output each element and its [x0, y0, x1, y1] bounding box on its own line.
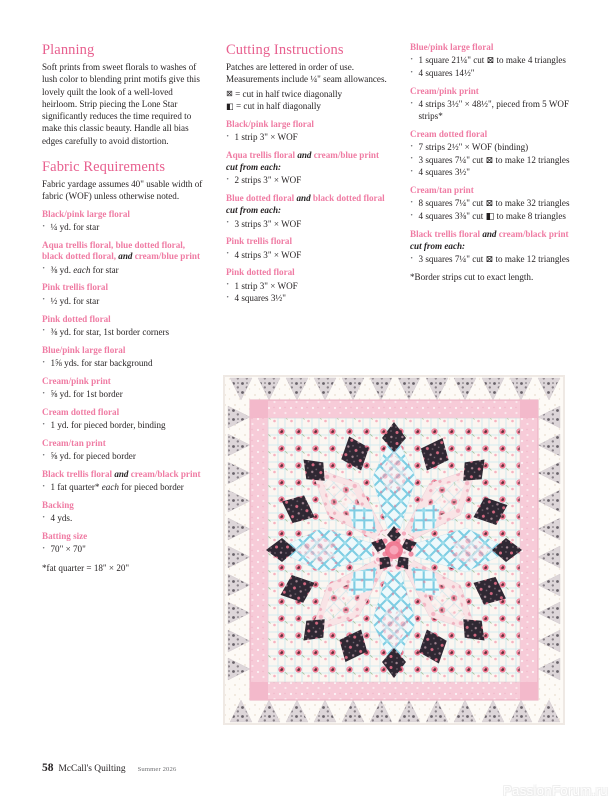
cut-group-name: Pink trellis floral — [226, 236, 293, 247]
cut-from-each-label: cut from each: — [226, 162, 282, 173]
list-item: • 1 fat quarter* each for pieced border — [42, 481, 208, 493]
cut-from-each-label: cut from each: — [226, 205, 282, 216]
fabric-group-items — [42, 450, 208, 462]
list-item: • 3 squares 7¼" cut ⊠ to make 12 triangles — [410, 253, 576, 265]
column-planning-fabric — [42, 42, 208, 575]
cut-group-items — [410, 253, 576, 265]
column-cutting-instructions — [226, 42, 392, 305]
lone-star — [266, 422, 522, 678]
fabric-group-name — [42, 240, 208, 263]
list-item: • 3 squares 7¼" cut ⊠ to make 12 triangles — [410, 154, 576, 166]
fabric-name-part: cream/blue print — [134, 251, 200, 262]
fabric-name-part: black dotted floral, — [42, 251, 119, 262]
planning-heading: Planning — [42, 42, 95, 58]
list-item: • ¼ yd. for star — [42, 221, 208, 233]
fabric-requirements-heading: Fabric Requirements — [42, 158, 166, 175]
list-item: • 1 yd. for pieced border, binding — [42, 419, 208, 431]
legend-row — [226, 100, 392, 112]
fabric-group-name: Black trellis floral and cream/black print — [42, 468, 201, 479]
fabric-name-conjunction: and — [118, 251, 133, 262]
fabric-footnote: *fat quarter = 18" × 20" — [42, 563, 130, 574]
fabric-requirements-intro: Fabric yardage assumes 40" usable width of fabric (WOF) unless otherwise noted. — [42, 179, 203, 202]
cutting-footnote: *Border strips cut to exact length. — [410, 271, 534, 282]
cut-group-items — [226, 131, 392, 143]
fabric-group-items — [42, 481, 208, 493]
fabric-group-name: Pink dotted floral — [42, 313, 111, 324]
list-item: • 4 squares 3½" — [410, 166, 576, 178]
cut-group-name: Blue dotted floral and black dotted floral — [226, 193, 385, 204]
cut-group-items — [226, 218, 392, 230]
fabric-group-name: Black/pink large floral — [42, 208, 130, 219]
fabric-group-items — [42, 419, 208, 431]
fabric-group-name: Batting size — [42, 530, 88, 541]
quilt-body — [222, 372, 566, 736]
cut-group-name: Cream/tan print — [410, 185, 474, 196]
cut-group-items — [226, 174, 392, 186]
fabric-group-name: Cream/tan print — [42, 437, 106, 448]
column-cutting-continued — [410, 42, 576, 283]
cut-group-name: Blue/pink large floral — [410, 42, 494, 52]
list-item: • ⅝ yd. for pieced border — [42, 450, 208, 462]
fabric-group-items — [42, 357, 208, 369]
fabric-group-items — [42, 264, 208, 276]
cut-group-items — [226, 249, 392, 261]
fabric-group-name: Blue/pink large floral — [42, 344, 126, 355]
legend-row — [226, 88, 392, 100]
list-item: • 4 strips 3½" × 48½", pieced from 5 WOF strips* — [410, 98, 576, 122]
cut-group-name: Pink dotted floral — [226, 267, 295, 278]
cut-group-items — [226, 280, 392, 305]
list-item: • 4 squares 3½" — [226, 292, 392, 304]
fabric-group-items — [42, 543, 208, 555]
list-item: • 1 square 21¼" cut ⊠ to make 4 triangles — [410, 54, 576, 66]
magazine-title: McCall's Quilting — [58, 764, 126, 774]
cut-group-name: Cream/pink print — [410, 85, 479, 96]
fabric-group-items — [42, 295, 208, 307]
list-item: • 4 squares 14½" — [410, 67, 576, 79]
cut-group-name: Aqua trellis floral and cream/blue print — [226, 149, 380, 160]
list-item: • 4 strips 3" × WOF — [226, 249, 392, 261]
fabric-group-items — [42, 512, 208, 524]
legend-text: = cut in half twice diagonally — [235, 88, 343, 99]
list-item: • 4 yds. — [42, 512, 208, 524]
site-watermark: PassionForum.ru — [503, 783, 608, 798]
list-item: • 3 strips 3" × WOF — [226, 218, 392, 230]
fabric-group-name: Pink trellis floral — [42, 282, 109, 293]
cut-once-diagonally-icon: ◧ — [226, 100, 234, 111]
list-item: • 70" × 70" — [42, 543, 208, 555]
issue-date: Summer 2026 — [137, 766, 177, 773]
fabric-group-items — [42, 221, 208, 233]
cut-group-name: Cream dotted floral — [410, 128, 488, 139]
list-item: • 1 strip 3" × WOF — [226, 131, 392, 143]
quilt-photo — [222, 372, 566, 736]
list-item: • 7 strips 2½" × WOF (binding) — [410, 141, 576, 153]
cut-group-items — [410, 98, 576, 122]
cut-group-items — [410, 197, 576, 222]
list-item: • ⅜ yd. each for star — [42, 264, 208, 276]
list-item: • 2 strips 3" × WOF — [226, 174, 392, 186]
fabric-group-name: Cream dotted floral — [42, 406, 120, 417]
cutting-instructions-intro: Patches are lettered in order of use. Measurements include ¼" seam allowances. — [226, 62, 387, 85]
cut-group-name: Black/pink large floral — [226, 118, 314, 129]
cut-group-name: Black trellis floral and cream/black print — [410, 228, 569, 239]
list-item: • ⅝ yd. for 1st border — [42, 388, 208, 400]
list-item: • 1 strip 3" × WOF — [226, 280, 392, 292]
list-item: • 8 squares 7¼" cut ⊠ to make 32 triangles — [410, 197, 576, 209]
legend-text: = cut in half diagonally — [236, 100, 321, 111]
list-item: • ⅜ yd. for star, 1st border corners — [42, 326, 208, 338]
list-item: • 4 squares 3⅜" cut ◧ to make 8 triangles — [410, 210, 576, 222]
fabric-name-part: Aqua trellis floral, blue dotted floral, — [42, 239, 186, 250]
page-number: 58 — [42, 762, 54, 774]
quilt-illustration — [222, 372, 566, 736]
list-item: • ½ yd. for star — [42, 295, 208, 307]
fabric-group-items — [42, 326, 208, 338]
cut-group-items — [410, 54, 576, 79]
cutting-instructions-heading: Cutting Instructions — [226, 42, 344, 58]
fabric-group-items — [42, 388, 208, 400]
page-footer — [42, 762, 176, 774]
cut-from-each-label: cut from each: — [410, 241, 466, 252]
cut-group-items — [410, 141, 576, 178]
fabric-group-name: Cream/pink print — [42, 375, 111, 386]
cut-twice-diagonally-icon: ⊠ — [226, 88, 233, 99]
fabric-group-name: Backing — [42, 499, 74, 510]
planning-body: Soft prints from sweet florals to washes of lush color to blending print motifs give this lovely quilt the look of a well-loved heirloom. Strip piecing the Lone Star significantly reduces the time required to make this classic beauty. Handle all bias edges carefully to avoid distortion. — [42, 62, 200, 146]
list-item: • 1⅝ yds. for star background — [42, 357, 208, 369]
